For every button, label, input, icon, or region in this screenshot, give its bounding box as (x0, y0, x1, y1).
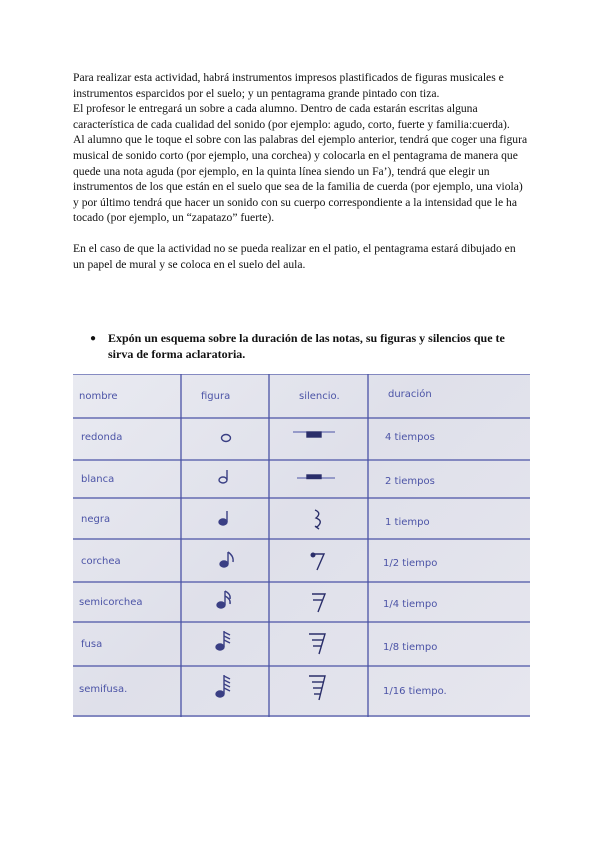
paragraph-alternative: En el caso de que la actividad no se pueda realizar en el patio, el pentagrama estará dibujado en un papel de mural y se coloca en el suelo del aula. (73, 241, 516, 271)
row-name-redonda: redonda (81, 432, 123, 443)
row-name-corchea: corchea (81, 556, 121, 567)
whole-rest-icon (293, 432, 335, 437)
row-duration-negra: 1 tiempo (385, 517, 430, 528)
row-duration-blanca: 2 tiempos (385, 476, 435, 487)
handwritten-table-photo (73, 374, 530, 717)
row-duration-fusa: 1/8 tiempo (383, 642, 438, 653)
handwritten-table (73, 374, 530, 717)
paragraph-example: Al alumno que le toque el sobre con las palabras del ejemplo anterior, tendrá que coger una figura musical de sonido corto (por ejemplo, una corchea) y colocarla en el pentagrama de manera que quede una nota aguda (por ejemplo, en la quinta línea siendo un Fa’), tendrá que elegir un instrumentos de los que están en el suelo que sea de la familia de cuerda (por ejemplo, una viola) y por último tendrá que hacer un sonido con su cuerpo correspondiente a la intensidad que le ha tocado (por ejemplo, un “zapatazo” fuerte). (73, 133, 528, 225)
row-duration-semicorchea: 1/4 tiempo (383, 599, 438, 610)
quarter-rest-icon (315, 510, 320, 529)
row-duration-corchea: 1/2 tiempo (383, 558, 438, 569)
sixty-fourth-note-icon (216, 675, 230, 697)
row-duration-semifusa: 1/16 tiempo. (383, 686, 447, 697)
half-note-icon (219, 470, 227, 483)
row-name-blanca: blanca (81, 474, 115, 485)
body-text (73, 70, 528, 272)
eighth-note-icon (220, 552, 233, 567)
bullet-marker: ● (90, 333, 97, 344)
thirty-second-rest-icon (309, 634, 325, 654)
header-duracion: duración (388, 389, 432, 400)
row-name-negra: negra (81, 514, 111, 525)
whole-note-icon (222, 435, 231, 442)
half-rest-icon (297, 475, 335, 479)
sixteenth-rest-icon (312, 594, 325, 612)
row-name-fusa: fusa (81, 639, 103, 650)
row-name-semifusa: semifusa. (79, 684, 128, 695)
table-grid (73, 374, 530, 717)
eighth-rest-icon (311, 553, 324, 570)
sixteenth-note-icon (217, 591, 230, 608)
row-duration-redonda: 4 tiempos (385, 432, 435, 443)
paragraph-envelope: El profesor le entregará un sobre a cada alumno. Dentro de cada estarán escritas alguna característica de cada cualidad del sonido (por ejemplo: agudo, corto, fuerte y familia:cuerda). (73, 102, 510, 131)
header-figura: figura (201, 391, 231, 402)
header-silencio: silencio. (299, 391, 340, 402)
thirty-second-note-icon (216, 631, 230, 650)
sixty-fourth-rest-icon (309, 676, 325, 700)
header-nombre: nombre (79, 391, 118, 402)
bullet-item (90, 330, 530, 362)
bullet-text: Expón un esquema sobre la duración de las notas, su figuras y silencios que te sirva de forma aclaratoria. (108, 331, 505, 361)
quarter-note-icon (219, 511, 227, 525)
paragraph-intro: Para realizar esta actividad, habrá instrumentos impresos plastificados de figuras musicales e instrumentos esparcidos por el suelo; y un pentagrama grande pintado con tiza. (73, 71, 504, 100)
row-name-semicorchea: semicorchea (79, 597, 143, 608)
